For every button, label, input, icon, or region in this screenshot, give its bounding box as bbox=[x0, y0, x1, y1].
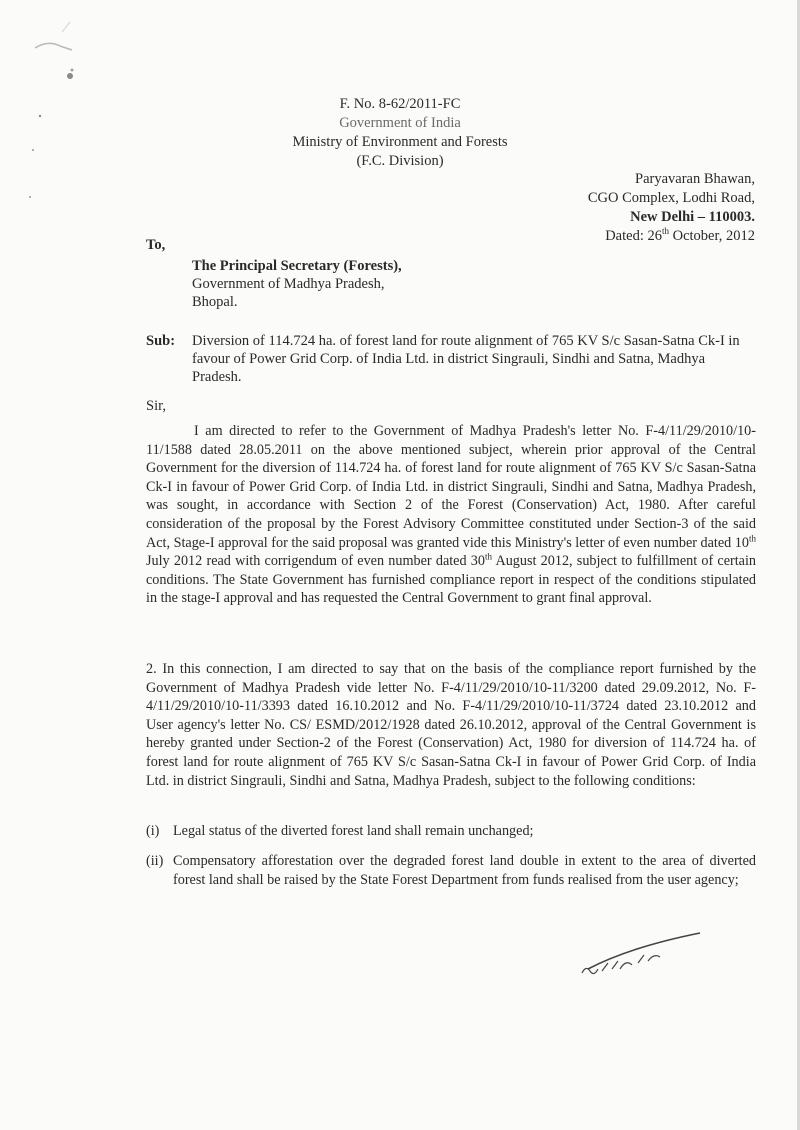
address-line-1: Paryavaran Bhawan, bbox=[635, 171, 755, 187]
address-line-2: CGO Complex, Lodhi Road, bbox=[587, 190, 755, 206]
paragraph-2: 2. In this connection, I am directed to say that on the basis of the compliance report furnished by the Government of Madhya Pradesh vide letter No. F-4/11/29/2010/10-11/3200 dated 29.09.2012, No. F-4/11/29/2010/10-11/3393 dated 16.10.2012 and No. F-4/11/29/2010/10-11/3724 dated 23.10.2012 and User agency's letter No. CS/ ESMD/2012/1928 dated 26.10.2012, approval of the Central Government is hereby granted under Section-2 of the Forest (Conservation) Act, 1980 for diversion of 114.724 ha. of forest land for route alignment of 765 KV S/c Sasan-Satna Ck-I in favour of Power Grid Corp. of India Ltd. in district Singrauli, Sindhi and Satna, Madhya Pradesh, subject to the following conditions: bbox=[146, 661, 756, 789]
recipient-place: Bhopal. bbox=[192, 294, 238, 310]
salutation: Sir, bbox=[146, 398, 166, 414]
recipient-block bbox=[192, 257, 402, 311]
condition-item bbox=[146, 852, 756, 889]
division-line: (F.C. Division) bbox=[356, 153, 444, 169]
date-suffix: October, 2012 bbox=[669, 228, 755, 244]
condition-number: (i) bbox=[146, 823, 160, 839]
para1-part2: July 2012 read with corrigendum of even number dated 30 bbox=[146, 553, 485, 570]
address-city: New Delhi – 110003. bbox=[630, 209, 755, 225]
letter-header bbox=[0, 95, 800, 171]
government-line: Government of India bbox=[339, 115, 461, 131]
subject-text: Diversion of 114.724 ha. of forest land for route alignment of 765 KV S/c Sasan-Satna Ck-I in favour of Power Grid Corp. of India Ltd. in district Singrauli, Sindhi and Satna, Madhya Pradesh. bbox=[192, 333, 740, 385]
recipient-org: Government of Madhya Pradesh, bbox=[192, 276, 385, 292]
letter-date bbox=[588, 227, 755, 246]
subject-label: Sub: bbox=[146, 333, 176, 349]
para1-part1: I am directed to refer to the Government of Madhya Pradesh's letter No. F-4/11/29/2010/10-11/1588 dated 28.05.2011 on the above mentioned subject, wherein prior approval of the Central Government for the diversion of 114.724 ha. of forest land for route alignment of 765 KV S/c Sasan-Satna Ck-I in favour of Power Grid Corp. of India Ltd. in district Singrauli, Sindhi and Satna, Madhya Pradesh, was sought, in accordance with Section 2 of the Forest (Conservation) Act, 1980. After careful consideration of the proposal by the Forest Advisory Committee constituted under Section-3 of the said Act, Stage-I approval for the said proposal was granted vide this Ministry's letter of even number dated 10 bbox=[146, 423, 756, 551]
to-label: To, bbox=[146, 237, 166, 253]
condition-text: Compensatory afforestation over the degraded forest land double in extent to the area of diverted forest land shall be raised by the State Forest Department from funds realised from the user agency; bbox=[173, 853, 756, 888]
para1-sup2: th bbox=[485, 551, 493, 562]
paragraph-1 bbox=[146, 422, 756, 608]
date-sup: th bbox=[661, 226, 669, 237]
subject-block bbox=[146, 332, 756, 386]
condition-text: Legal status of the diverted forest land shall remain unchanged; bbox=[173, 823, 534, 839]
sender-address bbox=[588, 170, 755, 246]
date-prefix: Dated: 26 bbox=[605, 228, 662, 244]
recipient-title: The Principal Secretary (Forests), bbox=[192, 258, 402, 274]
file-number: F. No. 8-62/2011-FC bbox=[339, 96, 461, 112]
ministry-line: Ministry of Environment and Forests bbox=[292, 134, 508, 150]
para1-sup1: th bbox=[749, 532, 757, 543]
para1-part3: August 2012, subject to fulfillment of certain conditions. The State Government has furnished compliance report in respect of the conditions stipulated in the stage-I approval and has requested the Central Government to grant final approval. bbox=[146, 553, 756, 607]
condition-number: (ii) bbox=[146, 853, 164, 869]
handwritten-initials bbox=[560, 925, 710, 985]
condition-item bbox=[146, 822, 756, 841]
